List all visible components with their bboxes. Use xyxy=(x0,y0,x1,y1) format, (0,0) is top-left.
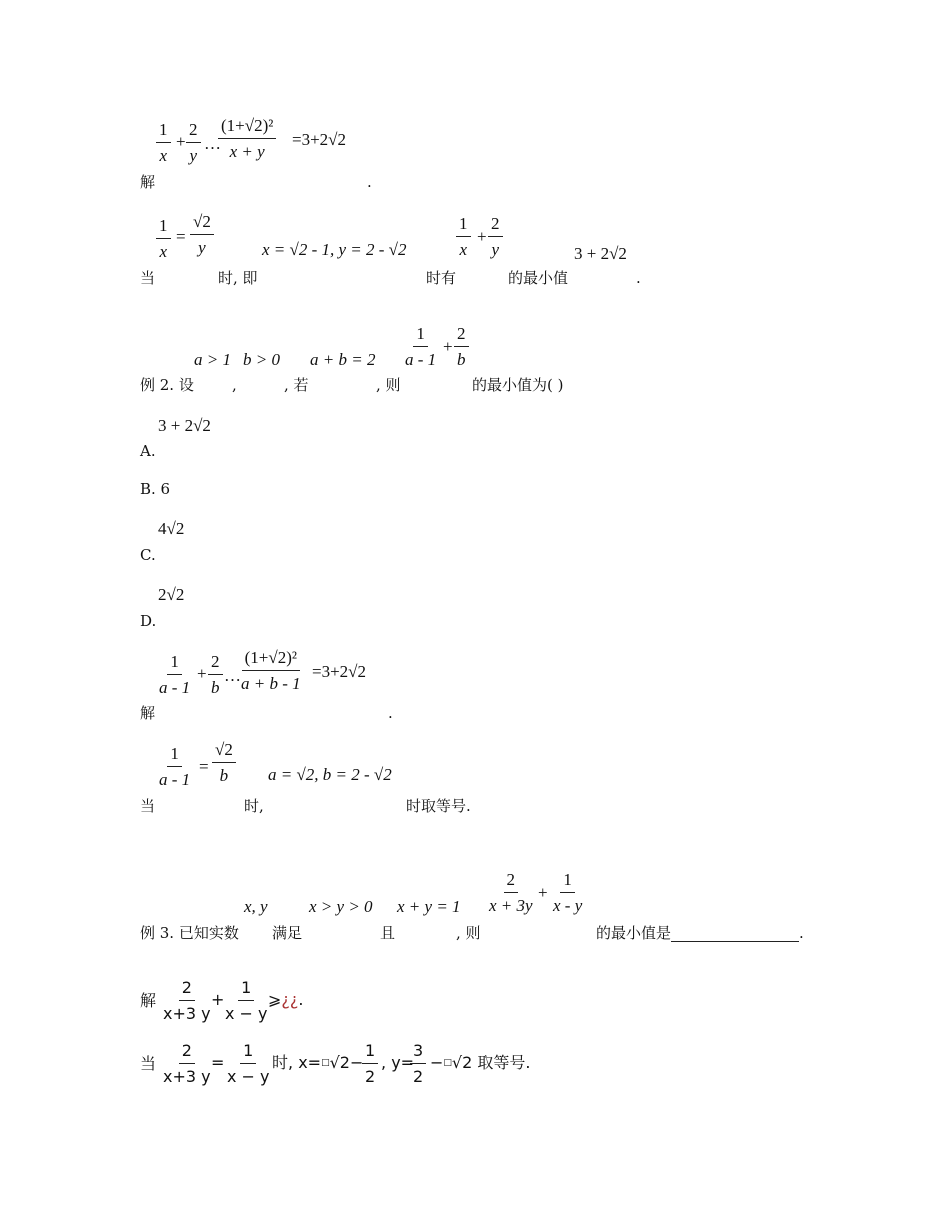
fraction-3-over-2: $\frac{3}{2}$ xyxy=(410,1041,426,1087)
fraction-2-over-x-plus-3y: $\frac{2}{x+3 y}$ xyxy=(163,1041,211,1086)
example-2-label: 例 2. 设 xyxy=(140,376,194,394)
plus-sign: + xyxy=(176,132,186,151)
text-ruo: , 若 xyxy=(284,376,309,394)
fraction-1-over-x: $\frac{1}{x}$ xyxy=(456,214,471,260)
fraction-2-over-y: $\frac{2}{y}$ xyxy=(186,120,201,166)
condition-a: a > 1 xyxy=(194,350,231,369)
equals-sign: = xyxy=(211,1053,225,1072)
fraction-big: $\frac{\text{(1+√2)²}}{a + b - 1}$ xyxy=(241,648,301,693)
text-shi: 时, xyxy=(244,797,264,815)
text-minimum: 的最小值 xyxy=(508,269,569,287)
equals-sign: = xyxy=(176,227,186,246)
text-shiyou: 时有 xyxy=(426,269,457,287)
fraction-1-over-x: $\frac{1}{x}$ xyxy=(156,120,171,166)
option-a-math: 3 + 2√2 xyxy=(158,416,211,435)
fraction-1-over-x-minus-y: $\frac{1}{x - y}$ xyxy=(225,978,268,1023)
fraction-big: $\frac{\text{(1+√2)²}}{x + y}$ xyxy=(218,116,276,162)
option-d[interactable]: D. xyxy=(140,612,157,630)
plus-sign: + xyxy=(211,990,225,1009)
text-equality: 时取等号. xyxy=(406,797,471,815)
fraction-2-over-b: $\frac{2}{b}$ xyxy=(454,324,469,370)
plus-sign: + xyxy=(538,883,548,902)
option-d-math: 2√2 xyxy=(158,585,185,604)
result-rhs: =3+2√2 xyxy=(312,662,367,681)
text-qie: 且 xyxy=(380,924,396,942)
assignment-ab: a = √2, b = 2 - √2 xyxy=(268,765,392,784)
period: . xyxy=(367,173,372,191)
minimum-value: 3 + 2√2 xyxy=(574,244,627,263)
option-a[interactable]: A. xyxy=(140,442,156,460)
fraction-2-over-x-plus-3y: $\frac{2}{x + 3y}$ xyxy=(489,870,533,915)
fraction-1-over-a-minus-1: $\frac{1}{a - 1}$ xyxy=(159,652,191,697)
plus-sign: + xyxy=(477,227,487,246)
fraction-1-over-a-minus-1: $\frac{1}{a - 1}$ xyxy=(405,324,437,369)
fraction-1-over-a-minus-1: $\frac{1}{a - 1}$ xyxy=(159,744,191,789)
result-rhs: =3+2√2 xyxy=(292,130,347,149)
example-3-label: 例 3. 已知实数 xyxy=(140,924,239,942)
fraction-sqrt2-over-y: $\frac{√2}{y}$ xyxy=(190,212,214,258)
ellipsis-relation: … xyxy=(204,134,221,153)
condition-b: b > 0 xyxy=(243,350,280,369)
fraction-1-over-2: $\frac{1}{2}$ xyxy=(362,1041,378,1087)
condition-order: x > y > 0 xyxy=(309,897,373,916)
ellipsis-relation: … xyxy=(224,666,241,685)
placeholder-box-icon: □ xyxy=(443,1058,452,1068)
y-value-expression: , y= xyxy=(381,1053,415,1072)
plus-sign: + xyxy=(197,664,207,683)
period: . xyxy=(636,269,641,287)
condition-sum: x + y = 1 xyxy=(397,897,461,916)
comma: , xyxy=(232,376,237,394)
y-value-tail: −□√2 取等号. xyxy=(430,1053,531,1072)
text-manzu: 满足 xyxy=(272,924,303,942)
fraction-2-over-b: $\frac{2}{b}$ xyxy=(208,652,223,698)
text-dang: 当 xyxy=(140,269,156,287)
text-ze: , 则 xyxy=(376,376,401,394)
text-dang: 当 xyxy=(140,1054,157,1073)
question-line: 的最小值是 . xyxy=(596,924,804,942)
assignment-xy: x = √2 - 1, y = 2 - √2 xyxy=(262,240,407,259)
period: . xyxy=(388,704,393,722)
fraction-1-over-x: $\frac{1}{x}$ xyxy=(156,216,171,262)
solution-label: 解 xyxy=(140,704,156,722)
answer-blank[interactable] xyxy=(671,927,799,942)
option-b[interactable]: B. 6 xyxy=(140,480,171,498)
question-text: 的最小值为( ) xyxy=(472,376,564,394)
plus-sign: + xyxy=(443,337,453,356)
solution-label: 解 xyxy=(140,173,156,191)
text-ze: , 则 xyxy=(456,924,481,942)
geq-expression: ⩾¿¿. xyxy=(268,990,304,1009)
text-shi-ji: 时, 即 xyxy=(218,269,258,287)
fraction-2-over-y: $\frac{2}{y}$ xyxy=(488,214,503,260)
fraction-1-over-x-minus-y: $\frac{1}{x - y}$ xyxy=(227,1041,270,1086)
equals-sign: = xyxy=(199,757,209,776)
solution-label: 解 xyxy=(140,991,157,1010)
option-c-math: 4√2 xyxy=(158,519,185,538)
fraction-sqrt2-over-b: $\frac{√2}{b}$ xyxy=(212,740,236,786)
fraction-2-over-x-plus-3y: $\frac{2}{x+3 y}$ xyxy=(163,978,211,1023)
x-value-expression: 时, x=□√2− xyxy=(272,1053,364,1072)
fraction-1-over-x-minus-y: $\frac{1}{x - y}$ xyxy=(553,870,583,915)
option-c[interactable]: C. xyxy=(140,546,156,564)
text-dang: 当 xyxy=(140,797,156,815)
condition-sum: a + b = 2 xyxy=(310,350,376,369)
variables-xy: x, y xyxy=(244,897,268,916)
placeholder-box-icon: □ xyxy=(321,1058,330,1068)
